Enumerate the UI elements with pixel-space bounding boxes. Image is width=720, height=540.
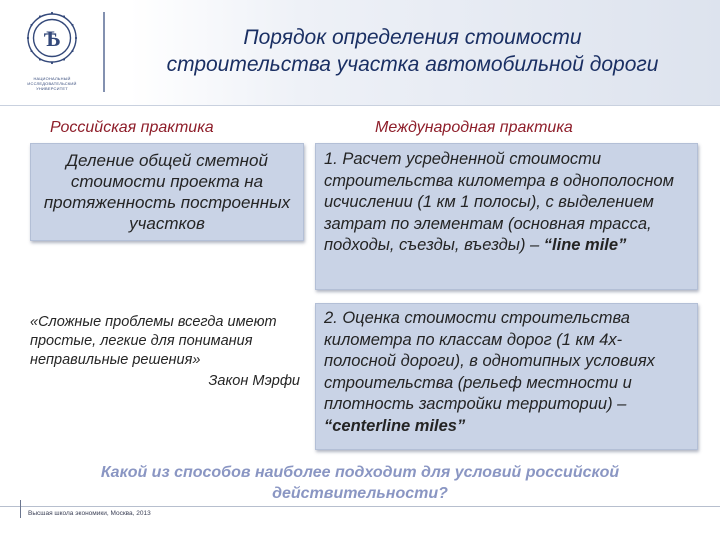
svg-text:Ѣ: Ѣ (43, 26, 61, 51)
centerline-miles-term: “centerline miles” (324, 416, 466, 435)
footer-divider (0, 506, 720, 507)
header-band (0, 0, 720, 106)
column-title-international: Международная практика (375, 119, 573, 136)
murphy-quote (30, 313, 300, 391)
centerline-miles-text: 2. Оценка стоимости строительства километра по классам дорог (1 км 4х-полосной дороги), в однотипных условиях строительства (рельеф местности и плотность застройки территории) – (324, 309, 655, 413)
logo-caption (12, 76, 92, 91)
question (40, 462, 680, 504)
russian-practice-text: Деление общей сметной стоимости проекта на протяженность построенных участков (43, 151, 291, 233)
quote-author: Закон Мэрфи (208, 373, 300, 389)
header-divider (103, 12, 105, 92)
quote-text: «Сложные проблемы всегда имеют простые, легкие для понимания неправильные решения» (30, 314, 277, 368)
question-line1: Какой из способов наиболее подходит для условий российской (100, 464, 620, 481)
question-line2: действительности? (272, 485, 448, 502)
line-mile-term: “line mile” (543, 236, 627, 254)
centerline-miles-box (315, 303, 698, 450)
logo-caption-line1: НАЦИОНАЛЬНЫЙ ИССЛЕДОВАТЕЛЬСКИЙ (27, 76, 77, 86)
logo-caption-line2: УНИВЕРСИТЕТ (36, 86, 68, 91)
column-title-russian: Российская практика (50, 119, 214, 136)
footer-tick (20, 500, 21, 518)
page-title (110, 24, 715, 78)
line-mile-box (315, 143, 698, 290)
logo (12, 8, 92, 100)
footer-text: Высшая школа экономики, Москва, 2013 (28, 510, 151, 517)
hse-emblem-icon (12, 8, 92, 74)
russian-practice-box (30, 143, 304, 241)
title-line2: строительства участка автомобильной дороги (166, 53, 659, 76)
title-line1: Порядок определения стоимости (243, 26, 582, 49)
line-mile-text: 1. Расчет усредненной стоимости строительства километра в однополосном исчислении (1 км 1 полосы), с выделением затрат по элементам (основная трасса, подходы, съезды, въезды) – (324, 150, 674, 254)
